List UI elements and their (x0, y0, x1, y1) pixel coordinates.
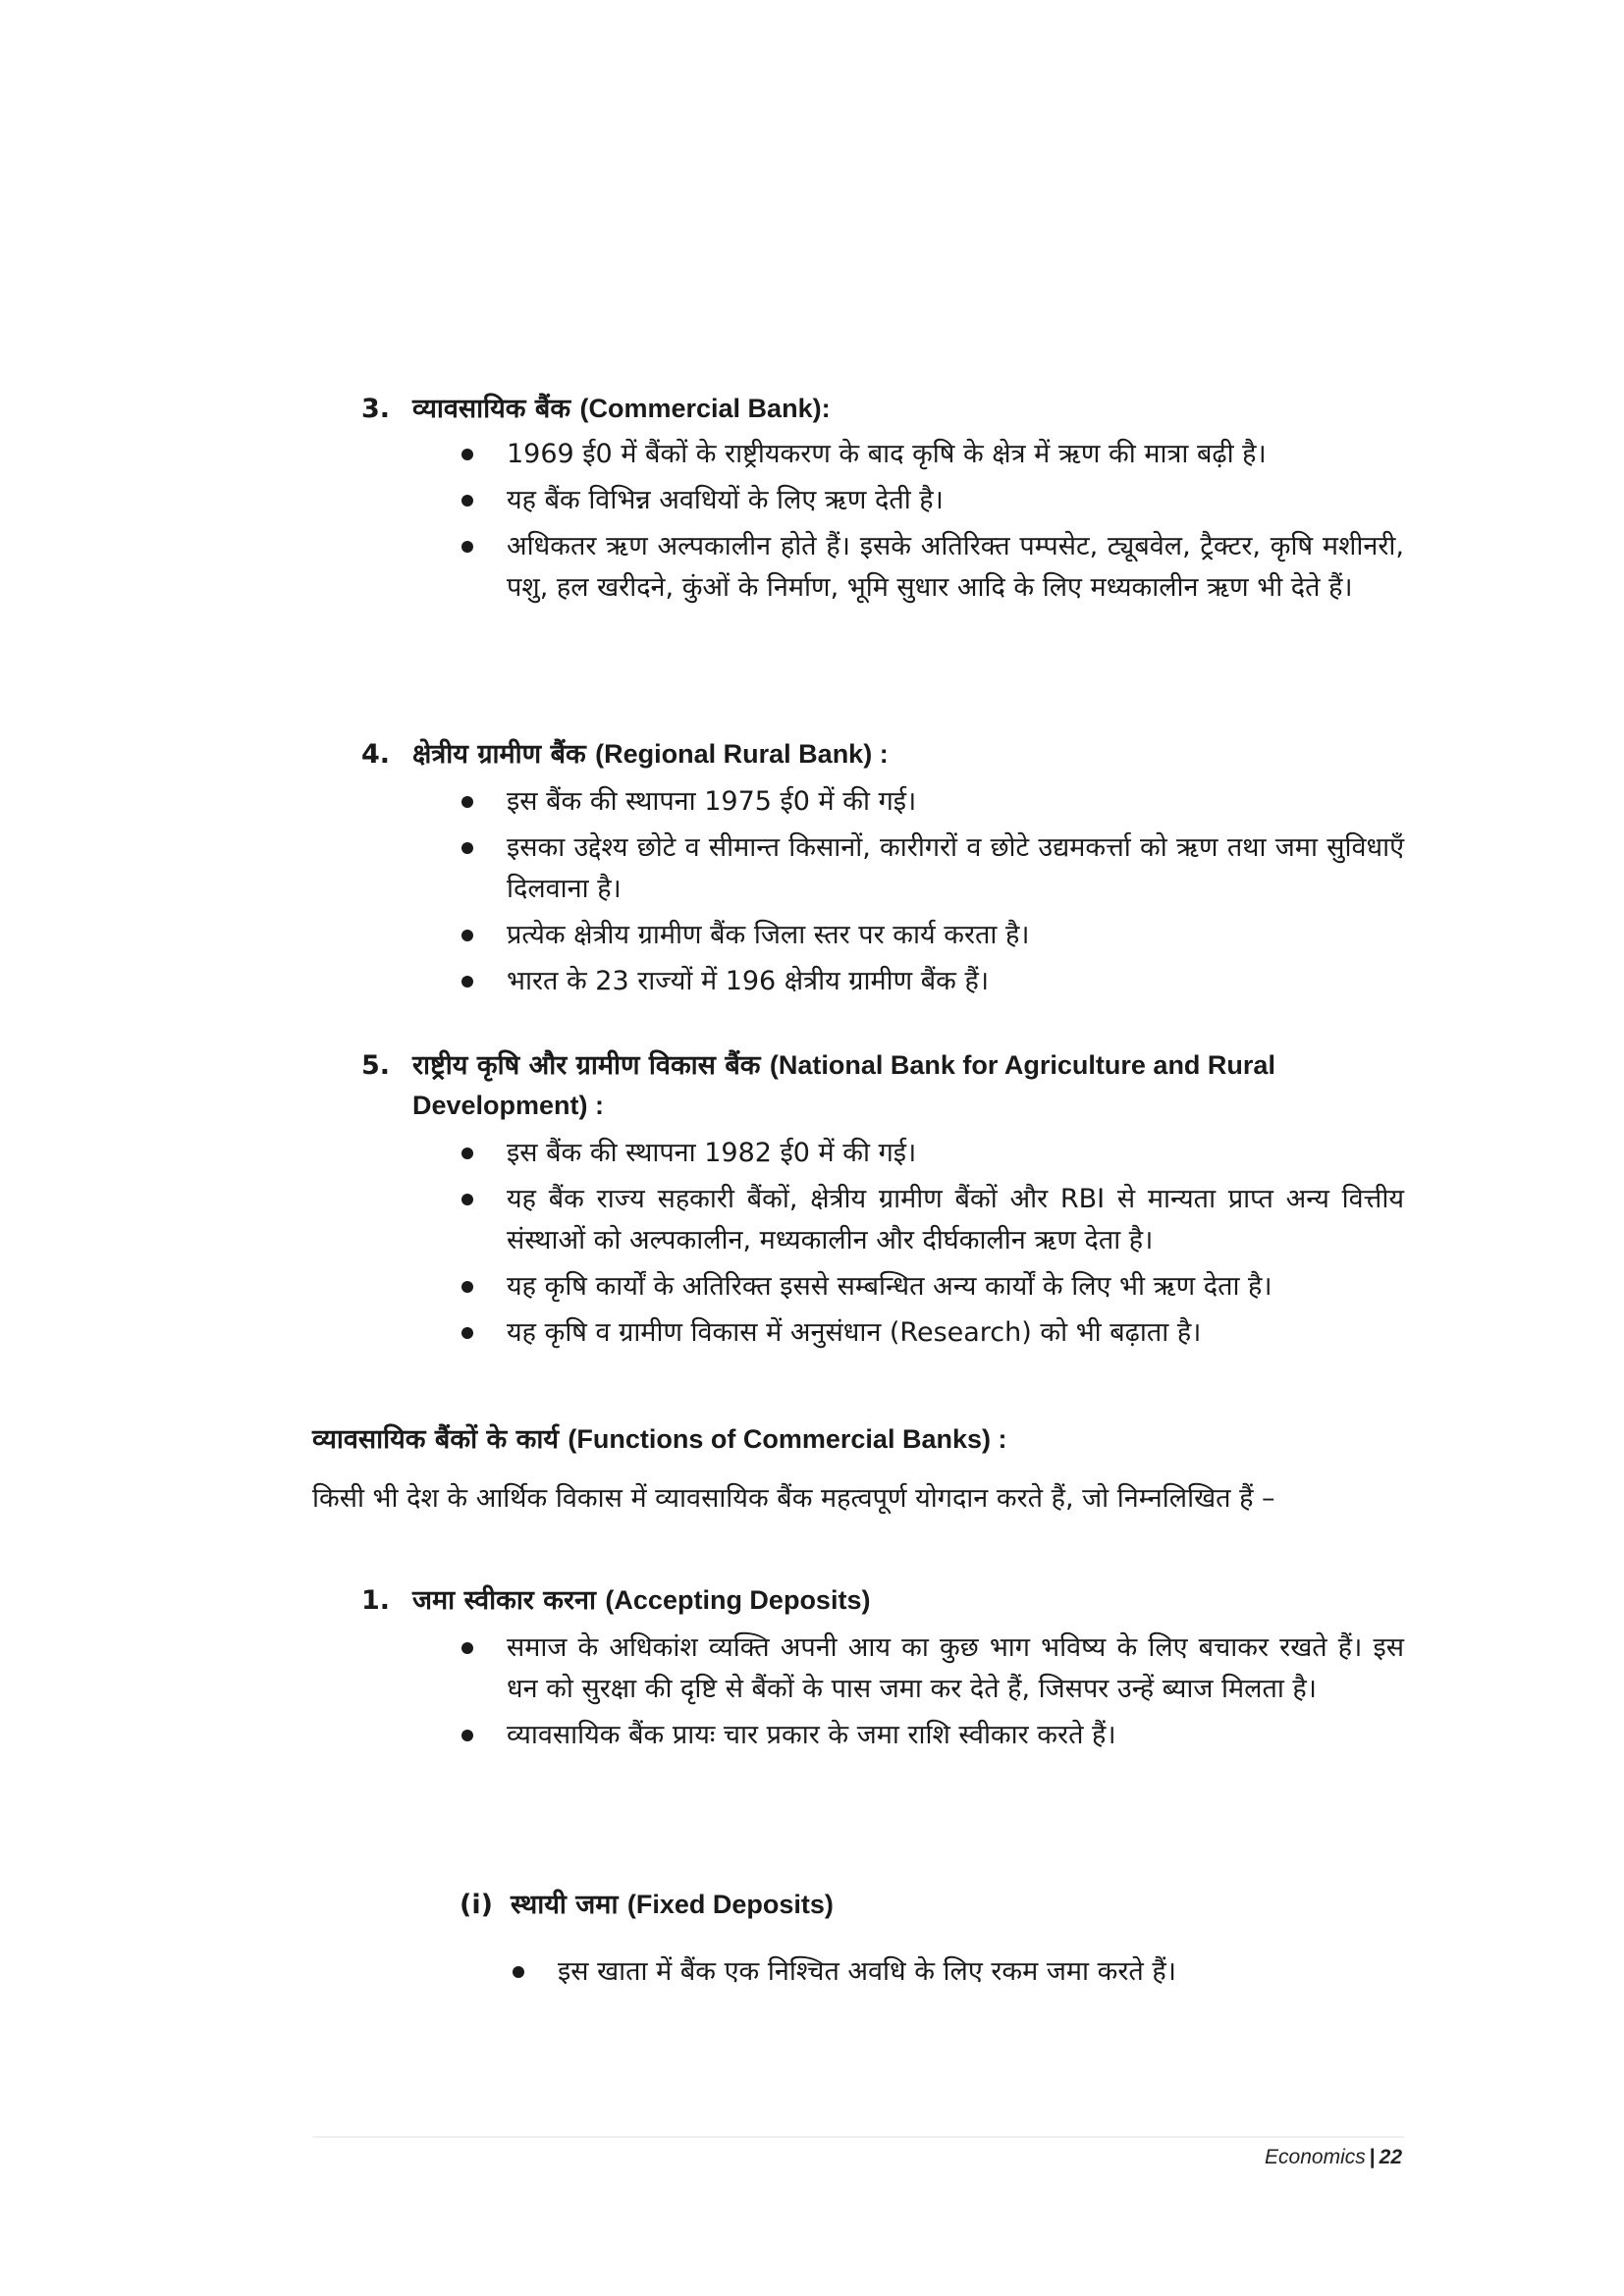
section-4-bullets (460, 781, 1404, 1007)
list-item: अधिकतर ऋण अल्पकालीन होते हैं। इसके अतिरिक्त पम्पसेट, ट्यूबवेल, ट्रैक्टर, कृषि मशीनरी, पशु, हल खरीदने, कुंओं के निर्माण, भूमि सुधार आदि के लिए मध्यकालीन ऋण भी देते हैं। (460, 526, 1404, 609)
section-number: 3. (361, 394, 391, 424)
bullet-icon (461, 1281, 473, 1293)
bullet-icon (461, 1327, 473, 1339)
bullet-icon (461, 976, 473, 988)
list-item: इस बैंक की स्थापना 1975 ई0 में की गई। (460, 781, 1404, 823)
sub-heading-i (460, 1885, 834, 1925)
list-item: इस खाता में बैंक एक निश्चित अवधि के लिए रकम जमा करते हैं। (511, 1951, 1404, 1993)
functions-heading (312, 1419, 1006, 1460)
function-1-bullets (460, 1628, 1404, 1761)
section-heading-3 (361, 389, 831, 429)
list-item: यह कृषि कार्यों के अतिरिक्त इससे सम्बन्धित अन्य कार्यों के लिए भी ऋण देता है। (460, 1266, 1404, 1308)
section-heading-4 (361, 734, 889, 774)
section-title-english: (Commercial Bank): (579, 394, 831, 423)
bullet-icon (461, 842, 473, 854)
bullet-icon (461, 449, 473, 460)
bullet-icon (461, 541, 473, 553)
section-title-hindi: क्षेत्रीय ग्रामीण बैंक (412, 739, 586, 770)
bullet-icon (461, 495, 473, 507)
bullet-icon (461, 1194, 473, 1205)
item-number: 1. (361, 1585, 391, 1616)
list-item: समाज के अधिकांश व्यक्ति अपनी आय का कुछ भाग भविष्य के लिए बचाकर रखते हैं। इस धन को सुरक्षा की दृष्टि से बैंकों के पास जमा कर देते हैं, जिसपर उन्हें ब्याज मिलता है। (460, 1628, 1404, 1710)
bullet-icon (461, 930, 473, 941)
list-item: भारत के 23 राज्यों में 196 क्षेत्रीय ग्रामीण बैंक हैं। (460, 961, 1404, 1002)
section-title-hindi: व्यावसायिक बैंक (412, 394, 571, 424)
list-item: प्रत्येक क्षेत्रीय ग्रामीण बैंक जिला स्तर पर कार्य करता है। (460, 915, 1404, 956)
section-title-english: (Regional Rural Bank) : (595, 739, 889, 769)
page-number: 22 (1379, 2146, 1402, 2168)
bullet-icon (461, 1148, 473, 1159)
list-item: यह कृषि व ग्रामीण विकास में अनुसंधान (Research) को भी बढ़ाता है। (460, 1312, 1404, 1354)
item-title-hindi: जमा स्वीकार करना (412, 1585, 597, 1616)
bullet-icon (461, 1730, 473, 1741)
item-title-english: (Accepting Deposits) (605, 1585, 871, 1615)
bullet-icon (461, 796, 473, 808)
sub-i-bullets (511, 1951, 1404, 1998)
functions-title-hindi: व्यावसायिक बैंकों के कार्य (312, 1424, 560, 1455)
bullet-icon (461, 1642, 473, 1654)
list-item: इस बैंक की स्थापना 1982 ई0 में की गई। (460, 1133, 1404, 1174)
functions-intro: किसी भी देश के आर्थिक विकास में व्यावसायिक बैंक महत्वपूर्ण योगदान करते हैं, जो निम्नलिखित हैं – (312, 1483, 1275, 1514)
section-heading-5 (361, 1045, 1404, 1125)
list-item: यह बैंक विभिन्न अवधियों के लिए ऋण देती है। (460, 480, 1404, 521)
functions-title-english: (Functions of Commercial Banks) : (568, 1424, 1007, 1454)
section-title-english: (National Bank for Agriculture and Rural (769, 1050, 1275, 1080)
function-heading-1 (361, 1580, 870, 1621)
list-item: 1969 ई0 में बैंकों के राष्ट्रीयकरण के बाद कृषि के क्षेत्र में ऋण की मात्रा बढ़ी है। (460, 434, 1404, 475)
list-item: इसका उद्देश्य छोटे व सीमान्त किसानों, कारीगरों व छोटे उद्यमकर्त्ता को ऋण तथा जमा सुविधाएँ दिलवाना है। (460, 828, 1404, 910)
section-title-english-continued: Development) : (412, 1091, 605, 1120)
list-item: यह बैंक राज्य सहकारी बैंकों, क्षेत्रीय ग्रामीण बैंकों और RBI से मान्यता प्राप्त अन्य वित्तीय संस्थाओं को अल्पकालीन, मध्यकालीन और दीर्घकालीन ऋण देता है। (460, 1179, 1404, 1261)
bullet-icon (513, 1966, 524, 1978)
sub-title-english: (Fixed Deposits) (626, 1890, 834, 1919)
section-number: 5. (361, 1050, 391, 1081)
footer-divider (312, 2136, 1404, 2138)
section-3-bullets (460, 434, 1404, 614)
footer-separator: | (1369, 2146, 1376, 2168)
section-5-bullets (460, 1133, 1404, 1359)
page-footer (1265, 2146, 1402, 2169)
sub-title-hindi: स्थायी जमा (511, 1890, 619, 1920)
section-number: 4. (361, 739, 391, 770)
footer-subject: Economics (1265, 2146, 1366, 2168)
sub-number: (i) (460, 1890, 493, 1920)
list-item: व्यावसायिक बैंक प्रायः चार प्रकार के जमा राशि स्वीकार करते हैं। (460, 1715, 1404, 1756)
section-title-hindi: राष्ट्रीय कृषि और ग्रामीण विकास बैंक (412, 1050, 761, 1081)
